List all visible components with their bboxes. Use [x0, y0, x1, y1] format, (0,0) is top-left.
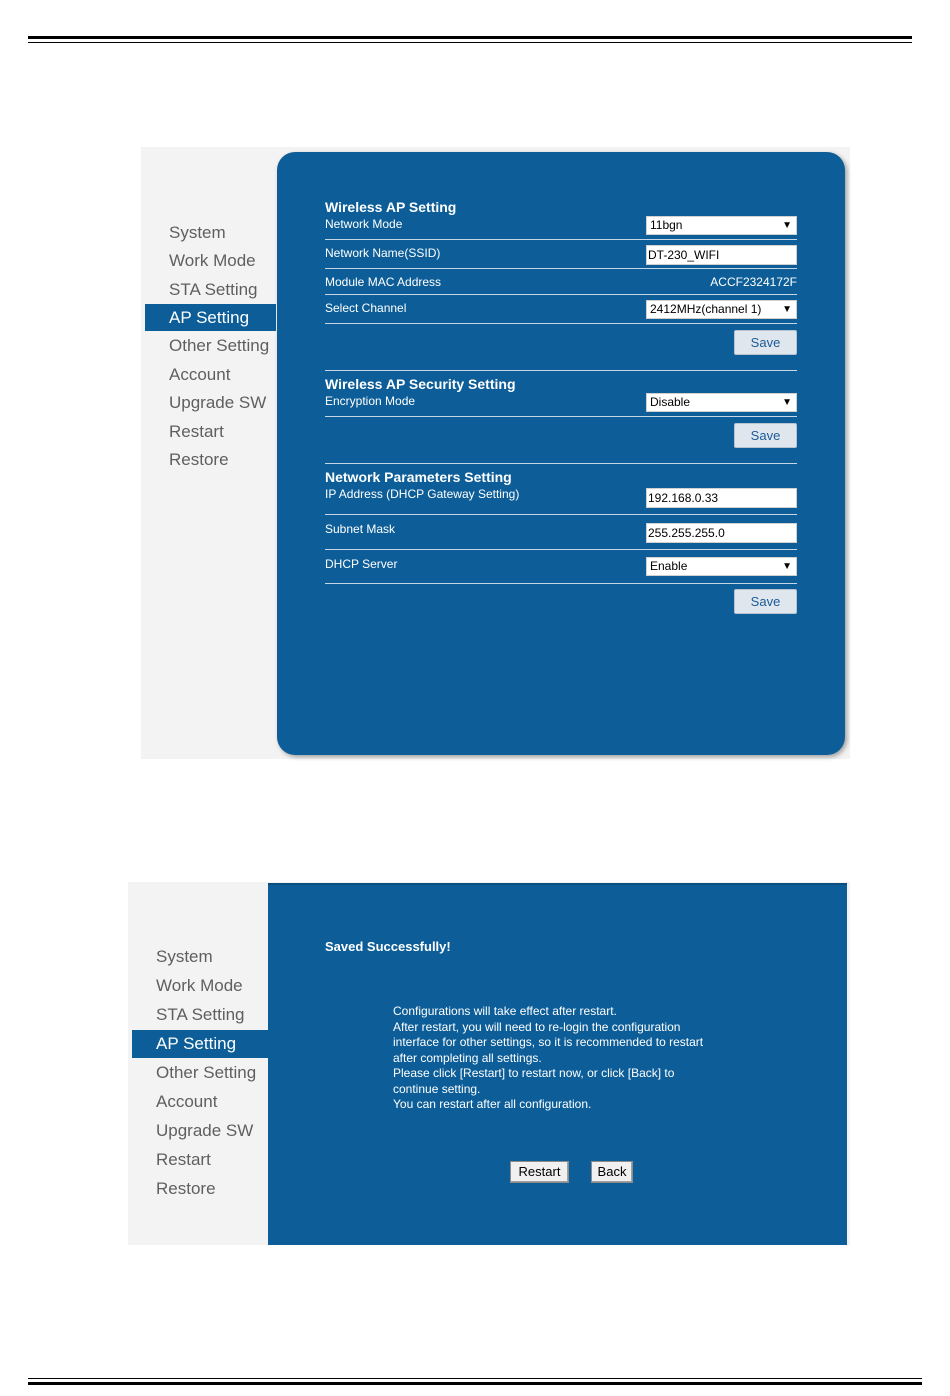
saved-successfully-screenshot [128, 882, 850, 1245]
channel-select[interactable] [646, 300, 797, 319]
save-security-button[interactable]: Save [734, 423, 797, 448]
sidebar-item-sta-setting[interactable]: STA Setting [156, 1005, 245, 1024]
separator [325, 294, 797, 295]
separator [325, 370, 797, 371]
message-line: After restart, you will need to re-login the configuration [393, 1019, 681, 1034]
message-line: interface for other settings, so it is recommended to restart [393, 1035, 704, 1049]
separator [325, 323, 797, 324]
sidebar-item-work-mode[interactable]: Work Mode [156, 976, 243, 995]
separator [325, 463, 797, 464]
sidebar-item-system[interactable]: System [169, 223, 226, 242]
sidebar-item-restore[interactable]: Restore [169, 450, 229, 469]
separator [325, 268, 797, 269]
dropdown-arrow-icon: ▼ [782, 561, 792, 572]
network-mode-select[interactable] [646, 216, 797, 235]
sidebar-item-other-setting[interactable]: Other Setting [169, 336, 270, 355]
sidebar-item-ap-setting[interactable]: AP Setting [145, 304, 276, 331]
sidebar-item-restart[interactable]: Restart [156, 1150, 211, 1169]
encryption-mode-label: Encryption Mode [325, 394, 416, 408]
mac-address-value: ACCF2324172F [710, 275, 797, 289]
network-mode-value: 11bgn [650, 218, 683, 232]
back-button[interactable]: Back [591, 1161, 633, 1183]
separator [325, 239, 797, 240]
sidebar-item-sta-setting[interactable]: STA Setting [169, 280, 258, 299]
sidebar-item-upgrade-sw[interactable]: Upgrade SW [169, 393, 267, 412]
wireless-ap-setting-title: Wireless AP Setting [325, 199, 457, 215]
network-parameters-title: Network Parameters Setting [325, 469, 512, 485]
dhcp-server-select[interactable] [646, 557, 797, 576]
save-network-button[interactable]: Save [734, 589, 797, 614]
separator [325, 416, 797, 417]
mac-address-label: Module MAC Address [325, 275, 442, 289]
sidebar-item-other-setting[interactable]: Other Setting [156, 1063, 257, 1082]
encryption-mode-value: Disable [650, 395, 691, 409]
dropdown-arrow-icon: ▼ [782, 304, 792, 315]
dhcp-server-label: DHCP Server [325, 557, 398, 571]
dropdown-arrow-icon: ▼ [782, 397, 792, 408]
sidebar-item-system[interactable]: System [156, 947, 213, 966]
security-setting-title: Wireless AP Security Setting [325, 376, 516, 392]
ssid-input[interactable]: DT-230_WIFI [646, 245, 797, 265]
footer-rule-thin [28, 1378, 922, 1379]
restart-button[interactable]: Restart [510, 1161, 569, 1183]
sidebar-item-account[interactable]: Account [156, 1092, 218, 1111]
sidebar-item-ap-setting[interactable]: AP Setting [132, 1030, 268, 1058]
sidebar-item-upgrade-sw[interactable]: Upgrade SW [156, 1121, 254, 1140]
dhcp-server-value: Enable [650, 559, 688, 573]
ap-setting-screenshot [141, 147, 850, 759]
footer-rule-thick [28, 1382, 922, 1385]
panel-right-edge [847, 883, 850, 1245]
select-channel-label: Select Channel [325, 301, 407, 315]
subnet-mask-input[interactable]: 255.255.255.0 [646, 523, 797, 543]
subnet-mask-label: Subnet Mask [325, 522, 396, 536]
settings-panel [277, 152, 845, 755]
header-rule-thin [28, 42, 912, 43]
separator [325, 583, 797, 584]
panel-top-border [268, 883, 850, 885]
channel-value: 2412MHz(channel 1) [650, 302, 762, 316]
dropdown-arrow-icon: ▼ [782, 220, 792, 231]
message-line: Configurations will take effect after restart. [393, 1004, 617, 1018]
message-line: after completing all settings. [393, 1050, 542, 1065]
ssid-label: Network Name(SSID) [325, 246, 441, 260]
save-wireless-button[interactable]: Save [734, 330, 797, 355]
ip-address-label: IP Address (DHCP Gateway Setting) [325, 487, 520, 501]
message-line: You can restart after all configuration. [393, 1097, 592, 1111]
header-rule-thick [28, 36, 912, 39]
sidebar-item-restore[interactable]: Restore [156, 1179, 216, 1198]
message-line: Please click [Restart] to restart now, or click [Back] to [393, 1066, 675, 1080]
separator [325, 514, 797, 515]
ip-address-input[interactable]: 192.168.0.33 [646, 488, 797, 508]
sidebar-item-restart[interactable]: Restart [169, 422, 224, 441]
restart-message [393, 1004, 733, 1113]
sidebar-item-work-mode[interactable]: Work Mode [169, 251, 256, 270]
network-mode-label: Network Mode [325, 217, 403, 231]
saved-successfully-title: Saved Successfully! [325, 939, 451, 954]
sidebar-item-account[interactable]: Account [169, 365, 231, 384]
separator [325, 549, 797, 550]
result-panel [268, 883, 850, 1245]
message-line: continue setting. [393, 1081, 481, 1096]
encryption-mode-select[interactable] [646, 393, 797, 412]
